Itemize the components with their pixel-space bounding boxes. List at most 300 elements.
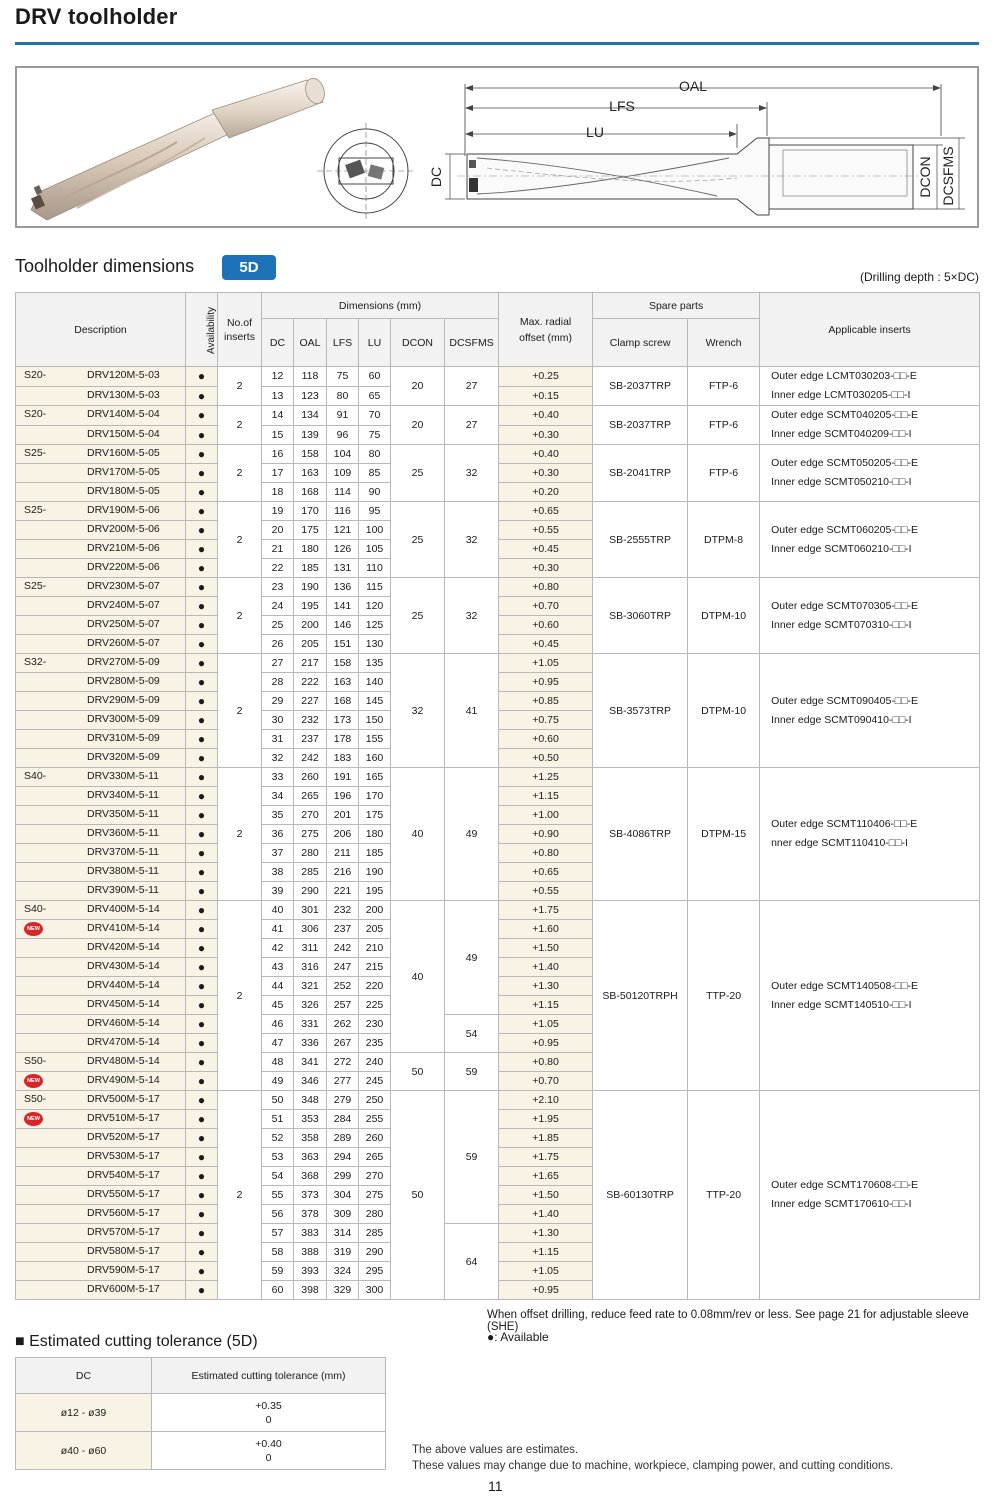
model-number: DRV140M-5-04	[87, 408, 160, 420]
lfs-value: 104	[327, 445, 359, 464]
outer-edge-insert: Outer edge SCMT060205-□□-E	[771, 523, 918, 536]
model-number: DRV440M-5-14	[87, 979, 160, 991]
lfs-value: 247	[327, 958, 359, 977]
lu-value: 165	[359, 768, 391, 787]
description-cell	[16, 844, 186, 863]
inner-edge-insert: Inner edge SCMT050210-□□-I	[771, 476, 912, 488]
max-radial-offset: +0.95	[499, 673, 593, 692]
description-cell	[16, 1167, 186, 1186]
estimate-note-line1: The above values are estimates.	[412, 1444, 579, 1456]
clamp-screw: SB-50120TRPH	[593, 901, 688, 1091]
applicable-inserts	[760, 768, 980, 901]
estimate-note-line2: These values may change due to machine, workpiece, clamping power, and cutting conditions.	[412, 1460, 894, 1472]
dc-value: 29	[262, 692, 294, 711]
oal-value: 383	[294, 1224, 327, 1243]
oal-value: 232	[294, 711, 327, 730]
inner-edge-insert: Inner edge LCMT030205-□□-I	[771, 389, 911, 401]
dcsfms-value: 32	[445, 445, 499, 502]
lfs-value: 284	[327, 1110, 359, 1129]
lfs-value: 206	[327, 825, 359, 844]
description-cell	[16, 749, 186, 768]
model-number: DRV220M-5-06	[87, 561, 160, 573]
model-number: DRV300M-5-09	[87, 713, 160, 725]
oal-value: 242	[294, 749, 327, 768]
model-number: DRV460M-5-14	[87, 1017, 160, 1029]
max-radial-offset: +0.75	[499, 711, 593, 730]
max-radial-offset: +0.45	[499, 635, 593, 654]
max-radial-offset: +0.80	[499, 844, 593, 863]
depth-badge: 5D	[222, 255, 276, 280]
model-number: DRV330M-5-11	[87, 770, 159, 782]
new-badge: NEW	[24, 1112, 43, 1126]
availability-dot: ●	[186, 958, 218, 977]
max-radial-offset: +0.65	[499, 863, 593, 882]
lfs-value: 131	[327, 559, 359, 578]
oal-value: 336	[294, 1034, 327, 1053]
max-radial-offset: +1.25	[499, 768, 593, 787]
lu-value: 95	[359, 502, 391, 521]
table-row	[16, 1091, 980, 1110]
tolerance-upper: +0.40	[255, 1437, 282, 1450]
model-number: DRV340M-5-11	[87, 789, 159, 801]
lu-value: 155	[359, 730, 391, 749]
oal-value: 265	[294, 787, 327, 806]
oal-value: 393	[294, 1262, 327, 1281]
estimate-note	[412, 1442, 893, 1474]
lfs-value: 75	[327, 367, 359, 387]
description-cell	[16, 445, 186, 464]
lfs-value: 141	[327, 597, 359, 616]
clamp-screw: SB-4086TRP	[593, 768, 688, 901]
oal-value: 326	[294, 996, 327, 1015]
wrench: DTPM-10	[688, 654, 760, 768]
shank-prefix: S25-	[24, 504, 47, 516]
shank-prefix: S20-	[24, 408, 47, 420]
outer-edge-insert: Outer edge SCMT050205-□□-E	[771, 457, 918, 469]
oal-value: 270	[294, 806, 327, 825]
model-number: DRV290M-5-09	[87, 694, 160, 706]
model-number: DRV240M-5-07	[87, 599, 160, 611]
dc-value: 13	[262, 386, 294, 406]
availability-dot: ●	[186, 901, 218, 920]
max-radial-offset: +0.25	[499, 367, 593, 387]
max-radial-offset: +0.70	[499, 1072, 593, 1091]
new-badge: NEW	[24, 922, 43, 936]
model-number: DRV490M-5-14	[87, 1074, 160, 1086]
tolerance-value	[152, 1394, 386, 1432]
dc-value: 43	[262, 958, 294, 977]
applicable-inserts	[760, 1091, 980, 1300]
availability-dot: ●	[186, 920, 218, 939]
max-radial-offset: +1.30	[499, 1224, 593, 1243]
lu-value: 295	[359, 1262, 391, 1281]
availability-dot: ●	[186, 1224, 218, 1243]
dc-value: 36	[262, 825, 294, 844]
description-cell	[16, 654, 186, 673]
oal-value: 388	[294, 1243, 327, 1262]
lfs-value: 267	[327, 1034, 359, 1053]
availability-dot: ●	[186, 1053, 218, 1072]
lu-value: 205	[359, 920, 391, 939]
lfs-value: 173	[327, 711, 359, 730]
model-number: DRV530M-5-17	[87, 1150, 160, 1162]
outer-edge-insert: Outer edge SCMT170608-□□-E	[771, 1179, 918, 1191]
dc-value: 15	[262, 425, 294, 445]
inserts-count: 2	[218, 1091, 262, 1300]
dc-value: 54	[262, 1167, 294, 1186]
availability-dot: ●	[186, 1186, 218, 1205]
dc-value: 55	[262, 1186, 294, 1205]
lfs-value: 314	[327, 1224, 359, 1243]
lfs-value: 299	[327, 1167, 359, 1186]
oal-value: 353	[294, 1110, 327, 1129]
dc-value: 41	[262, 920, 294, 939]
dc-value: 25	[262, 616, 294, 635]
lu-value: 120	[359, 597, 391, 616]
description-cell	[16, 616, 186, 635]
max-radial-offset: +0.30	[499, 425, 593, 445]
outer-edge-insert: Outer edge SCMT070305-□□-E	[771, 599, 918, 612]
model-number: DRV150M-5-04	[87, 427, 160, 440]
clamp-screw: SB-3573TRP	[593, 654, 688, 768]
header-dimensions: Dimensions (mm)	[262, 293, 499, 319]
lfs-value: 211	[327, 844, 359, 863]
max-radial-offset: +0.90	[499, 825, 593, 844]
oal-value: 168	[294, 483, 327, 502]
max-radial-offset: +1.85	[499, 1129, 593, 1148]
dcsfms-value: 54	[445, 1015, 499, 1053]
table-row	[16, 654, 980, 673]
dc-value: 23	[262, 578, 294, 597]
description-cell	[16, 692, 186, 711]
description-cell	[16, 464, 186, 483]
shank-prefix: S40-	[24, 770, 47, 782]
lu-value: 265	[359, 1148, 391, 1167]
section-title: Toolholder dimensions	[15, 256, 195, 276]
lfs-value: 116	[327, 502, 359, 521]
availability-dot: ●	[186, 844, 218, 863]
max-radial-offset: +0.85	[499, 692, 593, 711]
applicable-inserts	[760, 445, 980, 502]
lu-value: 285	[359, 1224, 391, 1243]
dc-value: 12	[262, 367, 294, 387]
lfs-value: 294	[327, 1148, 359, 1167]
dcsfms-value: 59	[445, 1053, 499, 1091]
oal-value: 331	[294, 1015, 327, 1034]
dc-value: 26	[262, 635, 294, 654]
dc-value: 51	[262, 1110, 294, 1129]
header-lfs: LFS	[327, 319, 359, 367]
end-view	[317, 123, 415, 220]
tolerance-lower: 0	[265, 1451, 272, 1464]
lu-value: 125	[359, 616, 391, 635]
model-number: DRV500M-5-17	[87, 1093, 160, 1105]
inner-edge-insert: Inner edge SCMT040209-□□-I	[771, 428, 912, 440]
model-number: DRV540M-5-17	[87, 1169, 160, 1181]
description-cell	[16, 425, 186, 445]
tolerance-upper: +0.35	[255, 1399, 282, 1412]
applicable-inserts	[760, 654, 980, 768]
dc-value: 45	[262, 996, 294, 1015]
availability-dot: ●	[186, 406, 218, 426]
max-radial-offset: +1.30	[499, 977, 593, 996]
dc-value: 16	[262, 445, 294, 464]
model-number: DRV430M-5-14	[87, 960, 160, 972]
dc-value: 57	[262, 1224, 294, 1243]
max-radial-offset: +1.40	[499, 958, 593, 977]
lfs-value: 80	[327, 386, 359, 406]
side-drawing	[428, 78, 965, 215]
table-row	[16, 367, 980, 387]
model-number: DRV370M-5-11	[87, 846, 159, 858]
model-number: DRV410M-5-14	[87, 922, 160, 934]
lu-value: 185	[359, 844, 391, 863]
shank-prefix: S25-	[24, 580, 47, 592]
availability-dot: ●	[186, 367, 218, 387]
dcsfms-label: DCSFMS	[940, 146, 956, 206]
oal-value: 280	[294, 844, 327, 863]
wrench: FTP-6	[688, 445, 760, 502]
inserts-count: 2	[218, 406, 262, 445]
lu-value: 145	[359, 692, 391, 711]
description-cell	[16, 939, 186, 958]
max-radial-offset: +0.80	[499, 1053, 593, 1072]
description-cell	[16, 996, 186, 1015]
description-cell	[16, 540, 186, 559]
availability-dot: ●	[186, 863, 218, 882]
oal-value: 301	[294, 901, 327, 920]
dcsfms-value: 64	[445, 1224, 499, 1300]
table-row	[16, 445, 980, 464]
description-cell	[16, 730, 186, 749]
model-number: DRV270M-5-09	[87, 656, 160, 668]
dc-value: 34	[262, 787, 294, 806]
dc-value: 19	[262, 502, 294, 521]
availability-dot: ●	[186, 386, 218, 406]
dc-value: 42	[262, 939, 294, 958]
model-number: DRV180M-5-05	[87, 485, 160, 497]
lu-value: 215	[359, 958, 391, 977]
max-radial-offset: +1.65	[499, 1167, 593, 1186]
description-cell	[16, 1034, 186, 1053]
description-cell	[16, 367, 186, 387]
lu-value: 110	[359, 559, 391, 578]
inner-edge-insert: Inner edge SCMT070310-□□-I	[771, 618, 912, 631]
inserts-count: 2	[218, 768, 262, 901]
inner-edge-insert: Inner edge SCMT170610-□□-I	[771, 1198, 912, 1210]
header-applicable: Applicable inserts	[760, 293, 980, 367]
lu-value: 75	[359, 425, 391, 445]
description-cell	[16, 597, 186, 616]
dcsfms-value: 59	[445, 1091, 499, 1224]
shank-prefix: S40-	[24, 903, 47, 915]
model-number: DRV170M-5-05	[87, 466, 160, 478]
header-inserts: No.of inserts	[218, 293, 262, 367]
dc-value: 24	[262, 597, 294, 616]
applicable-inserts	[760, 367, 980, 406]
description-cell	[16, 882, 186, 901]
model-number: DRV280M-5-09	[87, 675, 160, 687]
oal-value: 170	[294, 502, 327, 521]
applicable-inserts	[760, 502, 980, 578]
inserts-count: 2	[218, 445, 262, 502]
new-badge: NEW	[24, 1074, 43, 1088]
header-dcon: DCON	[391, 319, 445, 367]
header-oal: OAL	[294, 319, 327, 367]
lu-value: 150	[359, 711, 391, 730]
wrench: DTPM-8	[688, 502, 760, 578]
wrench: FTP-6	[688, 367, 760, 406]
lfs-value: 262	[327, 1015, 359, 1034]
description-cell	[16, 1148, 186, 1167]
model-number: DRV130M-5-03	[87, 388, 160, 401]
lu-value: 115	[359, 578, 391, 597]
model-number: DRV560M-5-17	[87, 1207, 160, 1219]
dc-value: 52	[262, 1129, 294, 1148]
dc-value: 39	[262, 882, 294, 901]
lfs-value: 196	[327, 787, 359, 806]
lfs-value: 136	[327, 578, 359, 597]
max-radial-offset: +0.95	[499, 1034, 593, 1053]
toolholder-figure	[15, 66, 979, 228]
oal-value: 311	[294, 939, 327, 958]
availability-dot: ●	[186, 692, 218, 711]
oal-value: 222	[294, 673, 327, 692]
dc-value: 33	[262, 768, 294, 787]
table-body	[16, 367, 980, 1300]
model-number: DRV590M-5-17	[87, 1264, 160, 1276]
model-number: DRV250M-5-07	[87, 618, 160, 630]
model-number: DRV160M-5-05	[87, 447, 160, 459]
model-number: DRV120M-5-03	[87, 369, 160, 381]
lfs-value: 257	[327, 996, 359, 1015]
inserts-count: 2	[218, 578, 262, 654]
max-radial-offset: +0.60	[499, 616, 593, 635]
oal-value: 163	[294, 464, 327, 483]
oal-value: 290	[294, 882, 327, 901]
max-radial-offset: +1.95	[499, 1110, 593, 1129]
inserts-count: 2	[218, 367, 262, 406]
lfs-value: 242	[327, 939, 359, 958]
max-radial-offset: +1.50	[499, 939, 593, 958]
max-radial-offset: +1.00	[499, 806, 593, 825]
availability-dot: ●	[186, 1167, 218, 1186]
description-cell	[16, 825, 186, 844]
max-radial-offset: +0.30	[499, 464, 593, 483]
max-radial-offset: +1.05	[499, 654, 593, 673]
lu-value: 250	[359, 1091, 391, 1110]
lfs-value: 201	[327, 806, 359, 825]
description-cell	[16, 635, 186, 654]
oal-value: 358	[294, 1129, 327, 1148]
oal-value: 139	[294, 425, 327, 445]
availability-dot: ●	[186, 1262, 218, 1281]
max-radial-offset: +1.75	[499, 1148, 593, 1167]
lu-value: 80	[359, 445, 391, 464]
clamp-screw: SB-2037TRP	[593, 406, 688, 445]
outer-edge-insert: Outer edge LCMT030203-□□-E	[771, 370, 917, 382]
available-legend: ●: Available	[487, 1330, 549, 1344]
availability-dot: ●	[186, 806, 218, 825]
max-radial-offset: +0.95	[499, 1281, 593, 1300]
max-radial-offset: +1.15	[499, 787, 593, 806]
page-title: DRV toolholder	[15, 4, 178, 29]
dcon-value: 20	[391, 406, 445, 445]
lu-value: 170	[359, 787, 391, 806]
table-row	[16, 901, 980, 920]
description-cell	[16, 1129, 186, 1148]
description-cell	[16, 1262, 186, 1281]
wrench: TTP-20	[688, 1091, 760, 1300]
dc-value: 60	[262, 1281, 294, 1300]
availability-dot: ●	[186, 768, 218, 787]
lfs-value: 329	[327, 1281, 359, 1300]
dcsfms-value: 41	[445, 654, 499, 768]
offset-note: When offset drilling, reduce feed rate to 0.08mm/rev or less. See page 21 for adjustable sleeve (SHE)	[487, 1309, 969, 1333]
lfs-value: 324	[327, 1262, 359, 1281]
lu-value: 255	[359, 1110, 391, 1129]
page-number: 11	[488, 1478, 503, 1494]
lu-value: 100	[359, 521, 391, 540]
lu-value: 175	[359, 806, 391, 825]
oal-value: 285	[294, 863, 327, 882]
tolerance-header-dc: DC	[16, 1358, 152, 1394]
dc-value: 30	[262, 711, 294, 730]
model-number: DRV360M-5-11	[87, 827, 159, 839]
wrench: DTPM-15	[688, 768, 760, 901]
outer-edge-insert: Outer edge SCMT040205-□□-E	[771, 409, 918, 421]
lfs-value: 304	[327, 1186, 359, 1205]
lu-value: 90	[359, 483, 391, 502]
lu-value: 60	[359, 367, 391, 387]
max-radial-offset: +1.15	[499, 1243, 593, 1262]
model-number: DRV260M-5-07	[87, 637, 160, 649]
shank-prefix: S25-	[24, 447, 47, 459]
header-clamp-screw: Clamp screw	[593, 319, 688, 367]
max-radial-offset: +1.60	[499, 920, 593, 939]
lu-value: 230	[359, 1015, 391, 1034]
lu-value: 105	[359, 540, 391, 559]
header-dcsfms: DCSFMS	[445, 319, 499, 367]
max-radial-offset: +1.05	[499, 1262, 593, 1281]
table-row	[16, 406, 980, 426]
model-number: DRV320M-5-09	[87, 751, 160, 763]
description-cell	[16, 977, 186, 996]
title-rule	[15, 42, 979, 45]
lu-value: 200	[359, 901, 391, 920]
inserts-count: 2	[218, 654, 262, 768]
lfs-value: 237	[327, 920, 359, 939]
inserts-count: 2	[218, 502, 262, 578]
clamp-screw: SB-2555TRP	[593, 502, 688, 578]
dc-value: 49	[262, 1072, 294, 1091]
description-cell	[16, 1186, 186, 1205]
max-radial-offset: +0.45	[499, 540, 593, 559]
lfs-value: 126	[327, 540, 359, 559]
availability-dot: ●	[186, 464, 218, 483]
lu-value: 300	[359, 1281, 391, 1300]
max-radial-offset: +0.20	[499, 483, 593, 502]
lu-value: 270	[359, 1167, 391, 1186]
oal-value: 185	[294, 559, 327, 578]
tolerance-dc: ø12 - ø39	[16, 1394, 152, 1432]
max-radial-offset: +0.30	[499, 559, 593, 578]
drilling-depth-note: (Drilling depth : 5×DC)	[859, 270, 979, 284]
dcsfms-value: 32	[445, 578, 499, 654]
dcon-value: 25	[391, 445, 445, 502]
outer-edge-insert: Outer edge SCMT090405-□□-E	[771, 694, 918, 707]
lu-value: 245	[359, 1072, 391, 1091]
